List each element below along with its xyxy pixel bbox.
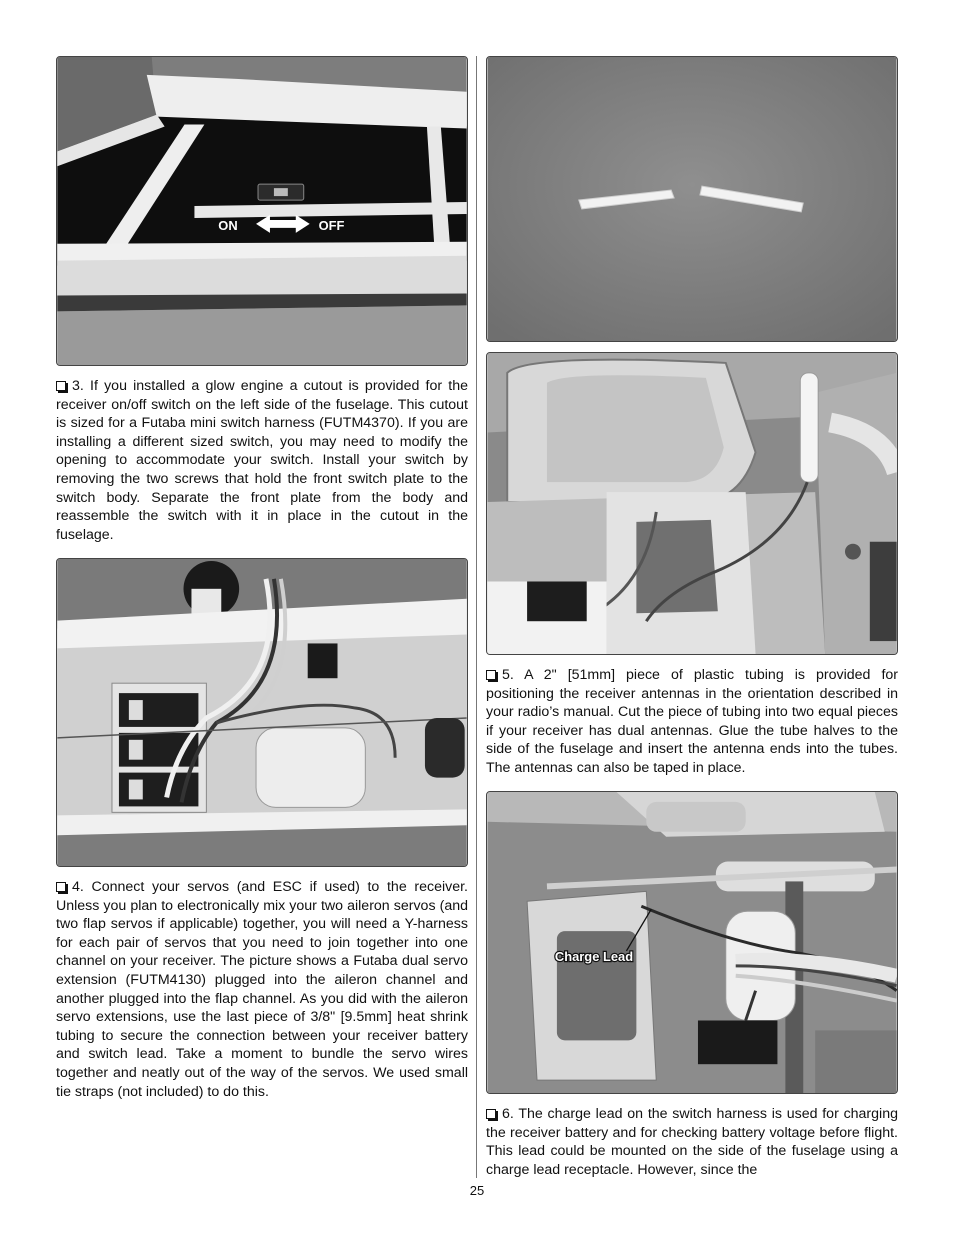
servo-installation-illustration: [57, 559, 467, 866]
off-label: OFF: [318, 217, 345, 233]
on-label: ON: [218, 217, 238, 233]
checkbox-step-3[interactable]: [56, 381, 66, 391]
antenna-tubing-photo: [486, 56, 898, 342]
antenna-routing-illustration: [487, 353, 897, 654]
antenna-routing-photo: [486, 352, 898, 655]
column-divider: [476, 56, 477, 1178]
checkbox-step-5[interactable]: [486, 670, 496, 680]
servo-installation-photo: [56, 558, 468, 867]
step-4-text: [56, 878, 468, 1101]
step-5-text: [486, 666, 898, 778]
step-4-body: 4. Connect your servos (and ESC if used) to the receiver. Unless you plan to electronically mix your two aileron servos (and two flap servos if applicable) together, you will need a Y-harness for each pair of servos that you need to join together into one channel on your receiver. The picture shows a Futaba dual servo extension (FUTM4130) plugged into the aileron channel and another plugged into the flap channel. As you did with the aileron servo extensions, use the last piece of 3/8" [9.5mm] heat shrink tubing to secure the connection between your receiver battery and switch lead. Take a moment to bundle the servo wires together and neatly out of the way of the servos. We used small tie straps (not included) to do this.: [56, 879, 468, 1100]
page-number: 25: [469, 1183, 485, 1198]
charge-lead-callout: Charge Lead: [554, 948, 634, 964]
checkbox-step-6[interactable]: [486, 1109, 496, 1119]
step-5-body: 5. A 2" [51mm] piece of plastic tubing is provided for positioning the receiver antennas in the orientation described in your radio’s manual. Cut the piece of tubing into two equal pieces if your receiver has dual antennas. Glue the tube halves to the side of the fuselage and insert the antenna ends into the tubes. The antennas can also be taped in place.: [486, 667, 898, 776]
switch-cutout-illustration: [57, 57, 467, 365]
step-6-body: 6. The charge lead on the switch harness is used for charging the receiver battery and for checking battery voltage before flight. This lead could be mounted on the side of the fuselage using a charge lead receptacle. However, since the: [486, 1106, 898, 1178]
charge-lead-illustration: [487, 792, 897, 1093]
step-3-text: [56, 377, 468, 544]
tubing-illustration: [487, 57, 897, 341]
checkbox-step-4[interactable]: [56, 882, 66, 892]
step-6-text: [486, 1105, 898, 1179]
charge-lead-photo: [486, 791, 898, 1094]
switch-cutout-photo: [56, 56, 468, 366]
step-3-body: 3. If you installed a glow engine a cutout is provided for the receiver on/off switch on the left side of the fuselage. This cutout is sized for a Futaba mini switch harness (FUTM4370). If you are installing a different sized switch, you may need to modify the opening to accommodate your switch. Install your switch by removing the two screws that hold the front switch plate to the switch body. Separate the front plate from the body and reassemble the switch with it in place in the cutout in the fuselage.: [56, 378, 468, 543]
